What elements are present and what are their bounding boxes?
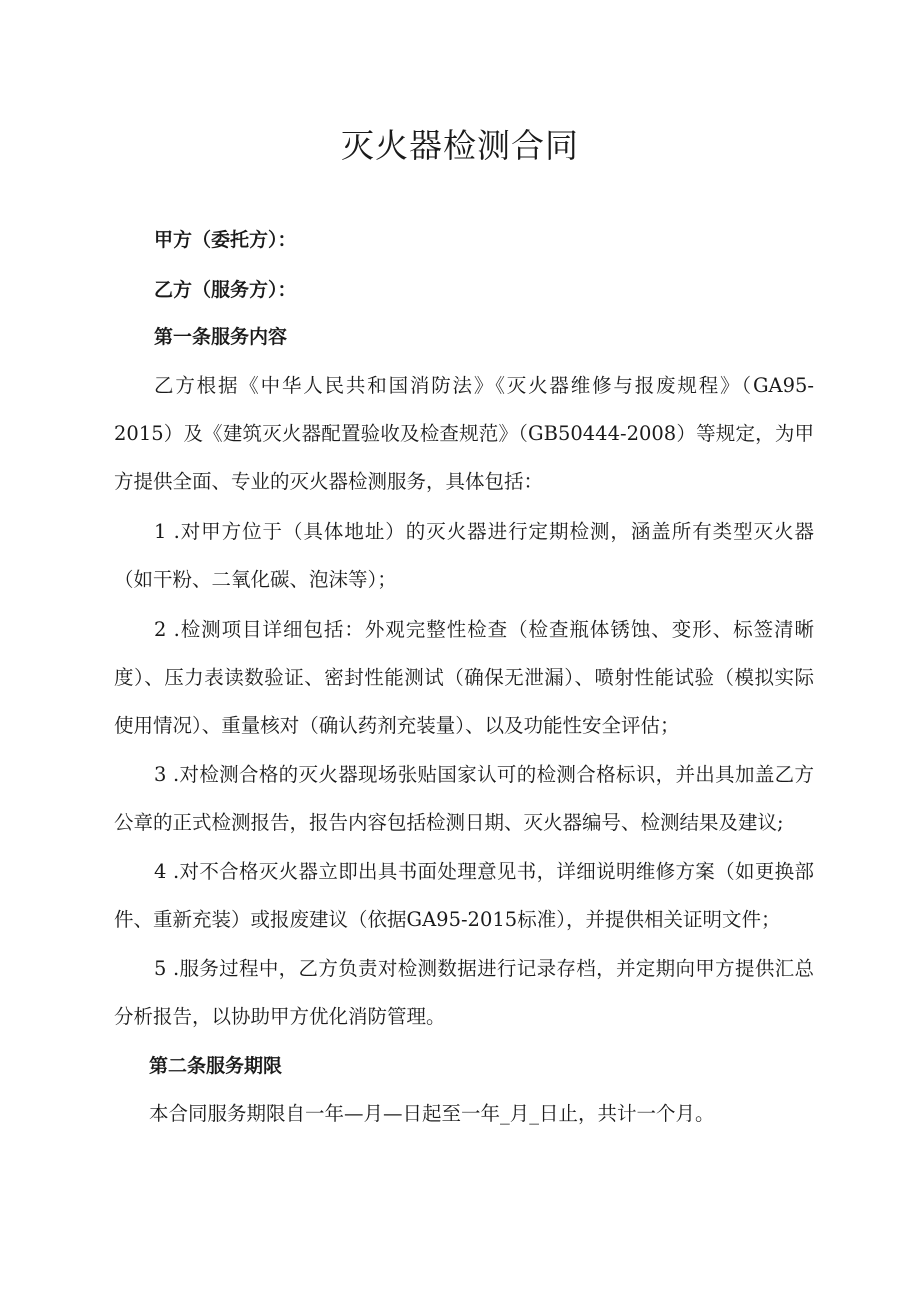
section1-heading: 第一条服务内容 <box>154 326 288 348</box>
party-a-label: 甲方（委托方）： <box>154 229 297 251</box>
document-title: 灭火器检测合同 <box>341 126 579 165</box>
section1-item-3: 3 .对检测合格的灭火器现场张贴国家认可的检测合格标识，并出具加盖乙方公章的正式检测报告，报告内容包括检测日期、灭火器编号、检测结果及建议; <box>114 763 814 834</box>
section1-item-5: 5 .服务过程中，乙方负责对检测数据进行记录存档，并定期向甲方提供汇总分析报告，以协助甲方优化消防管理。 <box>114 957 814 1028</box>
section1-item-2: 2 .检测项目详细包括：外观完整性检查（检查瓶体锈蚀、变形、标签清晰度）、压力表读数验证、密封性能测试（确保无泄漏）、喷射性能试验（模拟实际使用情况）、重量核对（确认药剂充装量）、以及功能性安全评估； <box>114 618 814 737</box>
section1-item-4: 4 .对不合格灭火器立即出具书面处理意见书，详细说明维修方案（如更换部件、重新充装）或报废建议（依据GA95-2015标准），并提供相关证明文件； <box>114 860 814 931</box>
section2-heading: 第二条服务期限 <box>149 1055 283 1077</box>
section1-item-1: 1 .对甲方位于（具体地址）的灭火器进行定期检测，涵盖所有类型灭火器（如干粉、二氧化碳、泡沫等）； <box>114 520 814 591</box>
party-b-label: 乙方（服务方）： <box>154 279 297 301</box>
section2-text: 本合同服务期限自一年—月—日起至一年_月_日止，共计一个月。 <box>149 1102 715 1125</box>
section1-intro-paragraph: 乙方根据《中华人民共和国消防法》《灭火器维修与报废规程》（GA95-2015）及《建筑灭火器配置验收及检查规范》（GB50444-2008）等规定，为甲方提供全面、专业的灭火器检测服务，具体包括： <box>114 374 814 493</box>
